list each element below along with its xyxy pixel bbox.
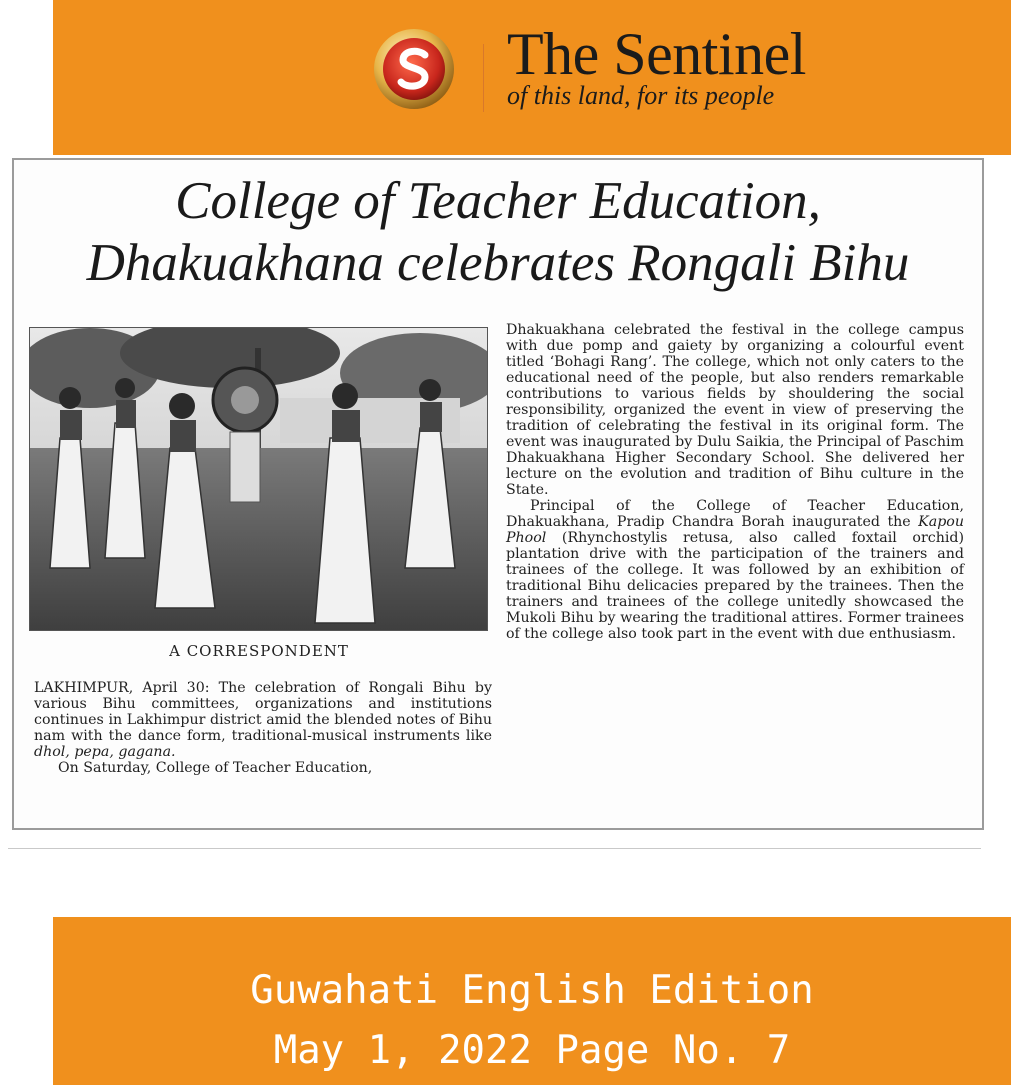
headline-line-2: Dhakuakhana celebrates Rongali Bihu: [86, 234, 910, 292]
article-column-right: [506, 322, 964, 642]
paragraph-3-text-b: (Rhynchostylis retusa, also called foxtail orchid) plantation drive with the participation of the trainers and trainees of the college. It was followed by an exhibition of traditional Bihu delicacies prepared by the trainees. Then the trainers and trainees of the college unitedly showcased the Mukoli Bihu by wearing the traditional attires. Former trainees of the college also took part in the event with due enthusiasm.: [506, 530, 964, 642]
masthead: [371, 22, 851, 122]
paragraph-3: [506, 498, 964, 642]
news-clipping: [12, 158, 984, 830]
paragraph-1-text: LAKHIMPUR, April 30: The celebration of Rongali Bihu by various Bihu committees, organizations and institutions continues in Lakhimpur district amid the blended notes of Bihu nam with the dance form, traditional-musical instruments like: [34, 680, 492, 744]
page-divider: [8, 848, 981, 849]
masthead-tagline: of this land, for its people: [507, 81, 775, 110]
byline: A CORRESPONDENT: [169, 642, 349, 660]
paragraph-2-continued: Dhakuakhana celebrated the festival in the college campus with due pomp and gaiety by organizing a colourful event titled ‘Bohagi Rang’. The college, which not only caters to the educational need of the people, but also renders remarkable contributions to various fields by shouldering the social responsibility, organized the event in view of preserving the tradition of celebrating the festival in its original form. The event was inaugurated by Dulu Saikia, the Principal of Paschim Dhakuakhana Higher Secondary School. She delivered her lecture on the evolution and tradition of Bihu culture in the State.: [506, 322, 964, 498]
paragraph-1-italic: dhol, pepa, gagana.: [34, 744, 176, 760]
masthead-divider: [483, 44, 484, 112]
edition-date-page: May 1, 2022 Page No. 7: [273, 1028, 791, 1073]
masthead-band: [53, 0, 1011, 155]
bihu-dancers-photo: [29, 327, 488, 631]
photo-graphic: [30, 328, 487, 630]
paragraph-1: [34, 680, 492, 760]
edition-info: [53, 961, 1011, 1081]
sentinel-s-logo: [373, 28, 455, 110]
footer-band: [53, 917, 1011, 1085]
edition-name: Guwahati English Edition: [250, 968, 814, 1013]
headline-line-1: College of Teacher Education,: [175, 172, 821, 230]
paragraph-3-italic: Kapou Phool: [506, 514, 964, 546]
paragraph-3-text-a: Principal of the College of Teacher Education, Dhakuakhana, Pradip Chandra Borah inaugurated the: [506, 498, 964, 530]
headline: [14, 170, 982, 294]
masthead-title: The Sentinel: [507, 21, 806, 87]
paragraph-2-start: On Saturday, College of Teacher Education,: [58, 760, 373, 776]
article-column-left: [34, 680, 492, 776]
